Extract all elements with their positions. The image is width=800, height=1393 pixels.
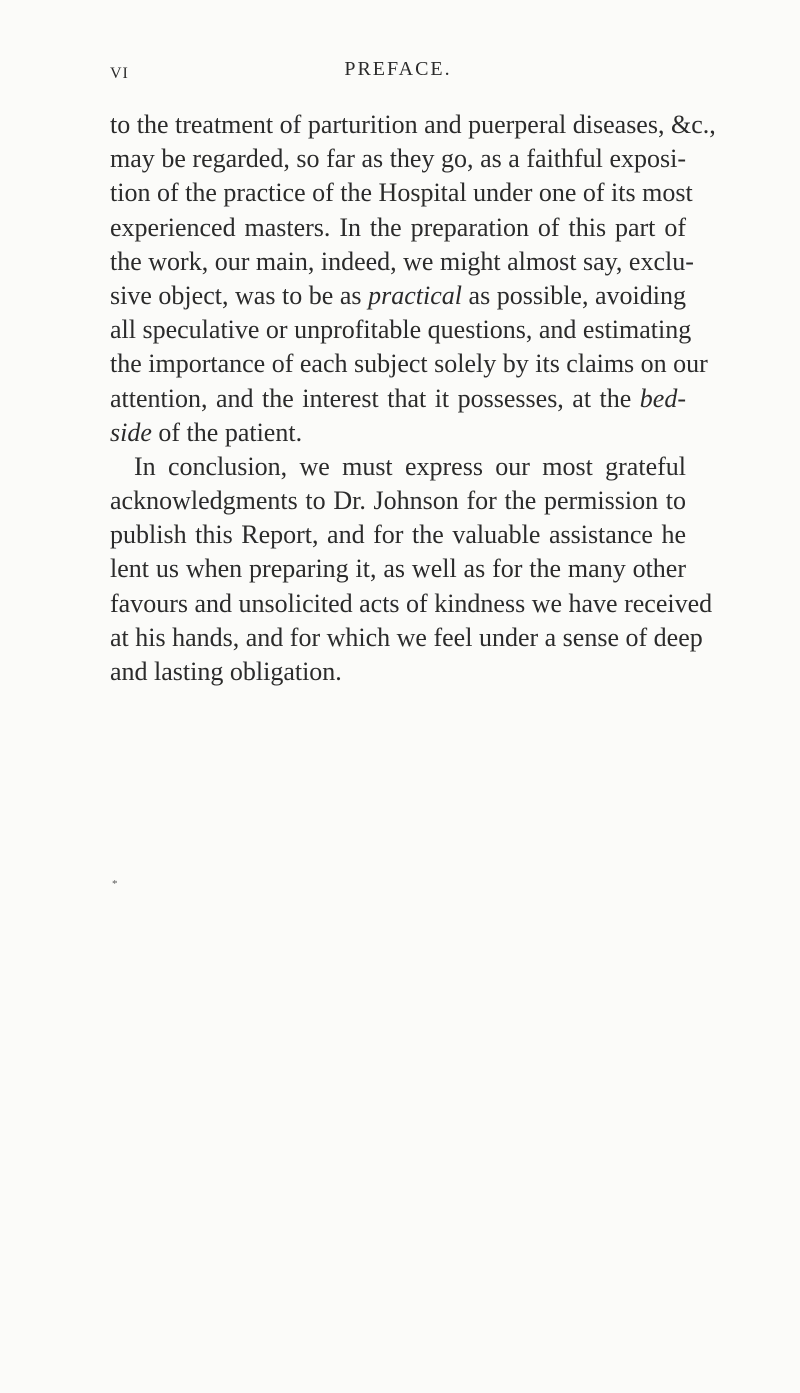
- italic-emphasis: side: [110, 417, 152, 447]
- text-line: attention, and the interest that it possesses, at the bed-: [110, 383, 686, 413]
- page-number: vi: [110, 58, 129, 83]
- body-text: [110, 108, 716, 689]
- text-line: publish this Report, and for the valuable assistance he: [110, 520, 686, 550]
- text-line: the importance of each subject solely by its claims on our: [110, 349, 708, 379]
- text-line: may be regarded, so far as they go, as a faithful exposi-: [110, 144, 686, 174]
- text-line: In conclusion, we must express our most grateful: [134, 451, 686, 481]
- text-line: experienced masters. In the preparation of this part of: [110, 212, 686, 242]
- text-line: lent us when preparing it, as well as for the many other: [110, 554, 686, 584]
- text-line: all speculative or unprofitable questions, and estimating: [110, 315, 692, 345]
- stray-mark: *: [112, 878, 118, 890]
- text-line: favours and unsolicited acts of kindness we have received: [110, 588, 713, 618]
- text-line: to the treatment of parturition and puerperal diseases, &c.,: [110, 110, 716, 139]
- text-line: and lasting obligation.: [110, 657, 342, 686]
- running-title: PREFACE.: [344, 58, 452, 80]
- italic-emphasis: bed-: [639, 383, 686, 413]
- italic-emphasis: practical: [368, 280, 462, 310]
- text-line: tion of the practice of the Hospital under one of its most: [110, 178, 693, 208]
- text-line: sive object, was to be as practical as possible, avoiding: [110, 280, 686, 310]
- text-line: the work, our main, indeed, we might almost say, exclu-: [110, 246, 694, 276]
- text-line: side of the patient.: [110, 417, 303, 447]
- text-line: acknowledgments to Dr. Johnson for the permission to: [110, 486, 686, 516]
- text-line: at his hands, and for which we feel under a sense of deep: [110, 622, 703, 652]
- running-head: [110, 58, 686, 88]
